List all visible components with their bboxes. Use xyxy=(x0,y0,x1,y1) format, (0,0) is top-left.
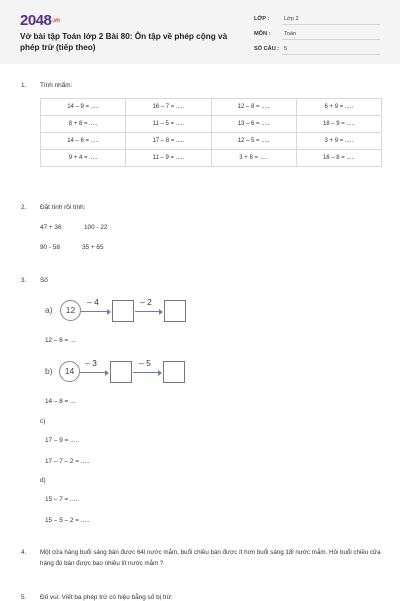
arrow-icon xyxy=(133,372,160,373)
meta-underline xyxy=(282,39,380,40)
q3b-expression: 14 – 8 = ... xyxy=(45,398,76,405)
table-cell: 12 – 5 = ..... xyxy=(211,133,296,150)
q2-prompt: Đặt tính rồi tính: xyxy=(40,204,86,211)
q3a-label: a) xyxy=(45,305,53,315)
table-cell: 3 + 8 = ..... xyxy=(211,150,296,167)
meta-underline xyxy=(282,54,380,55)
q4-prompt: Một cửa hàng buổi sáng bán được 64l nước mắm, buổi chiều bán được ít hơn buổi sáng 18l nước mắm. Hỏi buổi chiều cửa hàng đó bán được bao nhiêu lít nước mắm ? xyxy=(40,549,381,567)
q2-item: 35 + 65 xyxy=(82,244,104,251)
q3b-answer-box-1[interactable] xyxy=(110,361,132,383)
meta-underline xyxy=(282,24,380,25)
arrow-icon xyxy=(135,311,161,312)
meta-class xyxy=(254,15,380,25)
table-cell: 17 – 8 = ..... xyxy=(126,133,211,150)
q1-prompt: Tính nhẩm: xyxy=(40,82,73,89)
table-cell: 16 – 8 = ..... xyxy=(296,150,381,167)
q2-number: 2. xyxy=(21,204,27,211)
q3d-line: 15 – 7 = ..... xyxy=(45,496,79,503)
worksheet-title: Vở bài tập Toán lớp 2 Bài 80: Ôn tập về phép cộng và phép trừ (tiếp theo) xyxy=(20,32,228,52)
table-cell: 16 – 7 = ..... xyxy=(126,99,211,116)
table-cell: 11 – 9 = ..... xyxy=(126,150,211,167)
arrow-icon xyxy=(80,372,107,373)
table-row xyxy=(41,116,382,133)
meta-class-key: LỚP : xyxy=(254,16,270,22)
q3c-label: c) xyxy=(40,418,46,425)
q3d-label: d) xyxy=(40,477,46,484)
q3b-answer-box-2[interactable] xyxy=(163,361,185,383)
meta-subject-value: Toán xyxy=(284,31,297,37)
q2-item: 47 + 36 xyxy=(40,224,62,231)
worksheet-header xyxy=(0,0,400,64)
q5-prompt: Đố vui: Viết ba phép trừ có hiệu bằng số bị trừ: xyxy=(40,594,173,601)
q3-prompt: Số xyxy=(40,277,48,284)
q3a-start-circle: 12 xyxy=(60,300,81,321)
q3a-answer-box-1[interactable] xyxy=(112,300,134,322)
table-cell: 13 – 6 = ..... xyxy=(211,116,296,133)
q3c-line: 17 – 9 = ..... xyxy=(45,437,79,444)
meta-subject-key: MÔN : xyxy=(254,31,271,37)
meta-question-count xyxy=(254,45,380,55)
mental-math-table xyxy=(40,98,382,167)
table-cell: 9 + 4 = ..... xyxy=(41,150,126,167)
q3d-line: 15 – 5 – 2 = ..... xyxy=(45,517,90,524)
q5-number: 5. xyxy=(21,594,27,601)
q3b-op1: – 3 xyxy=(85,358,97,368)
q3a-answer-box-2[interactable] xyxy=(164,300,186,322)
table-row xyxy=(41,99,382,116)
q2-item: 90 - 58 xyxy=(40,244,60,251)
meta-count-value: 5 xyxy=(284,46,288,52)
table-cell: 6 + 9 = ..... xyxy=(296,99,381,116)
q3b-start-circle: 14 xyxy=(59,361,80,382)
table-cell: 18 – 9 = ..... xyxy=(296,116,381,133)
arrow-icon xyxy=(81,311,109,312)
meta-class-value: Lớp 2 xyxy=(284,16,299,22)
meta-count-key: SỐ CÂU : xyxy=(254,46,280,52)
table-row xyxy=(41,133,382,150)
table-row xyxy=(41,150,382,167)
q3b-label: b) xyxy=(45,366,53,376)
q2-item: 100 - 22 xyxy=(84,224,108,231)
q3a-expression: 12 – 6 = ... xyxy=(45,337,76,344)
table-cell: 8 + 8 = ..... xyxy=(41,116,126,133)
table-cell: 14 – 9 = ..... xyxy=(41,99,126,116)
logo-text: 2048 xyxy=(20,12,52,29)
q3a-op1: – 4 xyxy=(87,297,99,307)
q3c-line: 17 – 7 – 2 = ..... xyxy=(45,458,90,465)
meta-subject xyxy=(254,30,380,40)
table-cell: 11 – 5 = ..... xyxy=(126,116,211,133)
logo-suffix: .vn xyxy=(52,18,60,25)
table-cell: 14 – 6 = ..... xyxy=(41,133,126,150)
q3-number: 3. xyxy=(21,277,27,284)
q3b-op2: – 5 xyxy=(139,358,151,368)
site-logo[interactable] xyxy=(20,12,60,29)
table-cell: 3 + 9 = ..... xyxy=(296,133,381,150)
q3a-op2: – 2 xyxy=(140,297,152,307)
table-cell: 12 – 8 = ..... xyxy=(211,99,296,116)
q4-number: 4. xyxy=(21,549,27,556)
q1-number: 1. xyxy=(21,82,27,89)
